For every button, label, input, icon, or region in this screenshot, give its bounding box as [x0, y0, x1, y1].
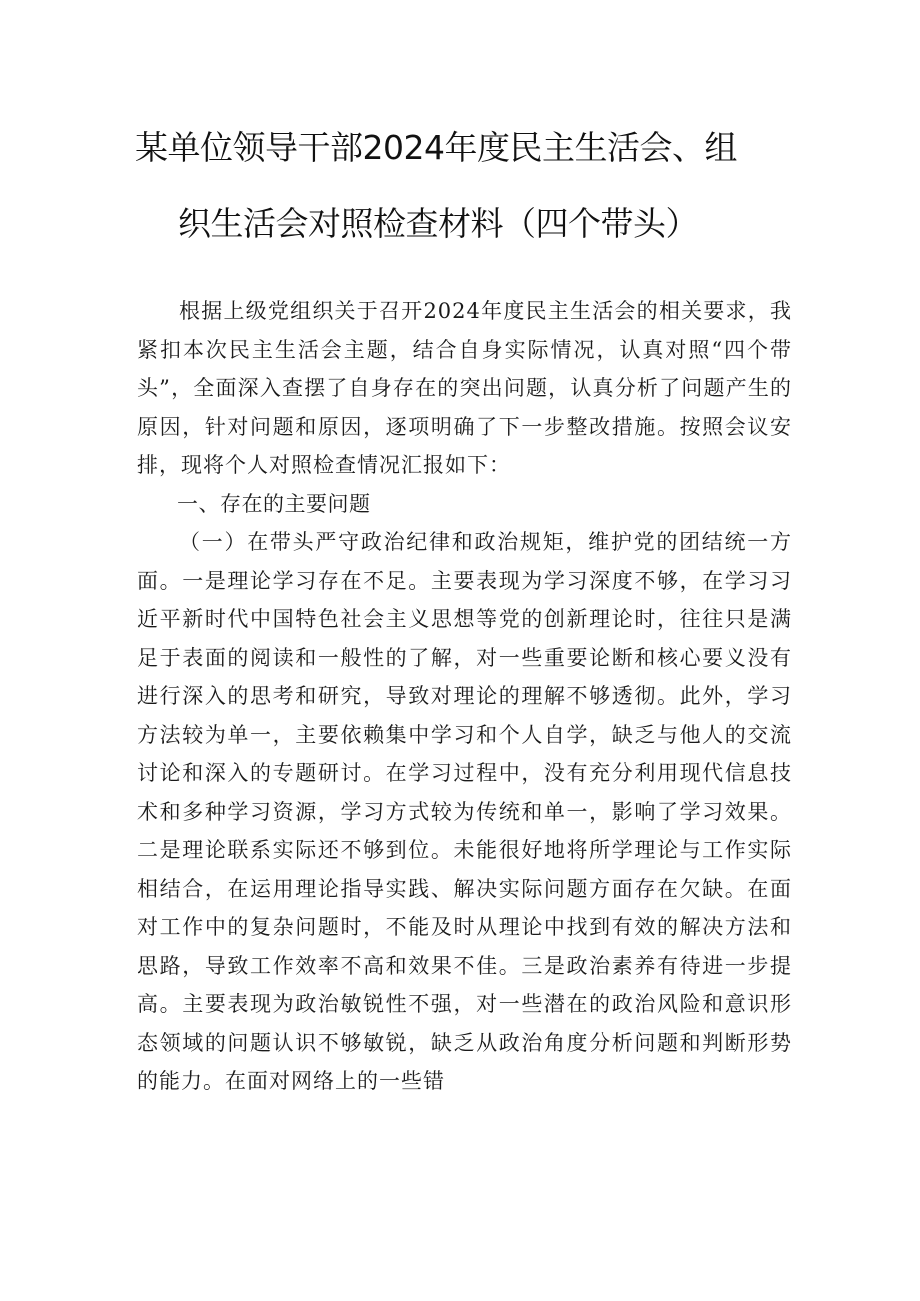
section-1-paragraph-1: （一）在带头严守政治纪律和政治规矩，维护党的团结统一方面。一是理论学习存在不足。主要表现为学习深度不够，在学习习近平新时代中国特色社会主义思想等党的创新理论时，往往只是满足于表面的阅读和一般性的了解，对一些重要论断和核心要义没有进行深入的思考和研究，导致对理论的理解不够透彻。此外，学习方法较为单一，主要依赖集中学习和个人自学，缺乏与他人的交流讨论和深入的专题研讨。在学习过程中，没有充分利用现代信息技术和多种学习资源，学习方式较为传统和单一，影响了学习效果。二是理论联系实际还不够到位。未能很好地将所学理论与工作实际相结合，在运用理论指导实践、解决实际问题方面存在欠缺。在面对工作中的复杂问题时，不能及时从理论中找到有效的解决方法和思路，导致工作效率不高和效果不佳。三是政治素养有待进一步提高。主要表现为政治敏锐性不强，对一些潜在的政治风险和意识形态领域的问题认识不够敏锐，缺乏从政治角度分析问题和判断形势的能力。在面对网络上的一些错 [137, 530, 792, 1093]
document-body [137, 292, 792, 1101]
document-title-line-2: 织生活会对照检查材料（四个带头） [178, 204, 698, 243]
section-heading-problems: 一、存在的主要问题 [177, 491, 371, 516]
document-title-line-1: 某单位领导干部2024年度民主生活会、组 [135, 128, 737, 167]
intro-paragraph: 根据上级党组织关于召开2024年度民主生活会的相关要求，我紧扣本次民主生活会主题，结合自身实际情况，认真对照“四个带头”，全面深入查摆了自身存在的突出问题，认真分析了问题产生的原因，针对问题和原因，逐项明确了下一步整改措施。按照会议安排，现将个人对照检查情况汇报如下： [137, 299, 792, 477]
